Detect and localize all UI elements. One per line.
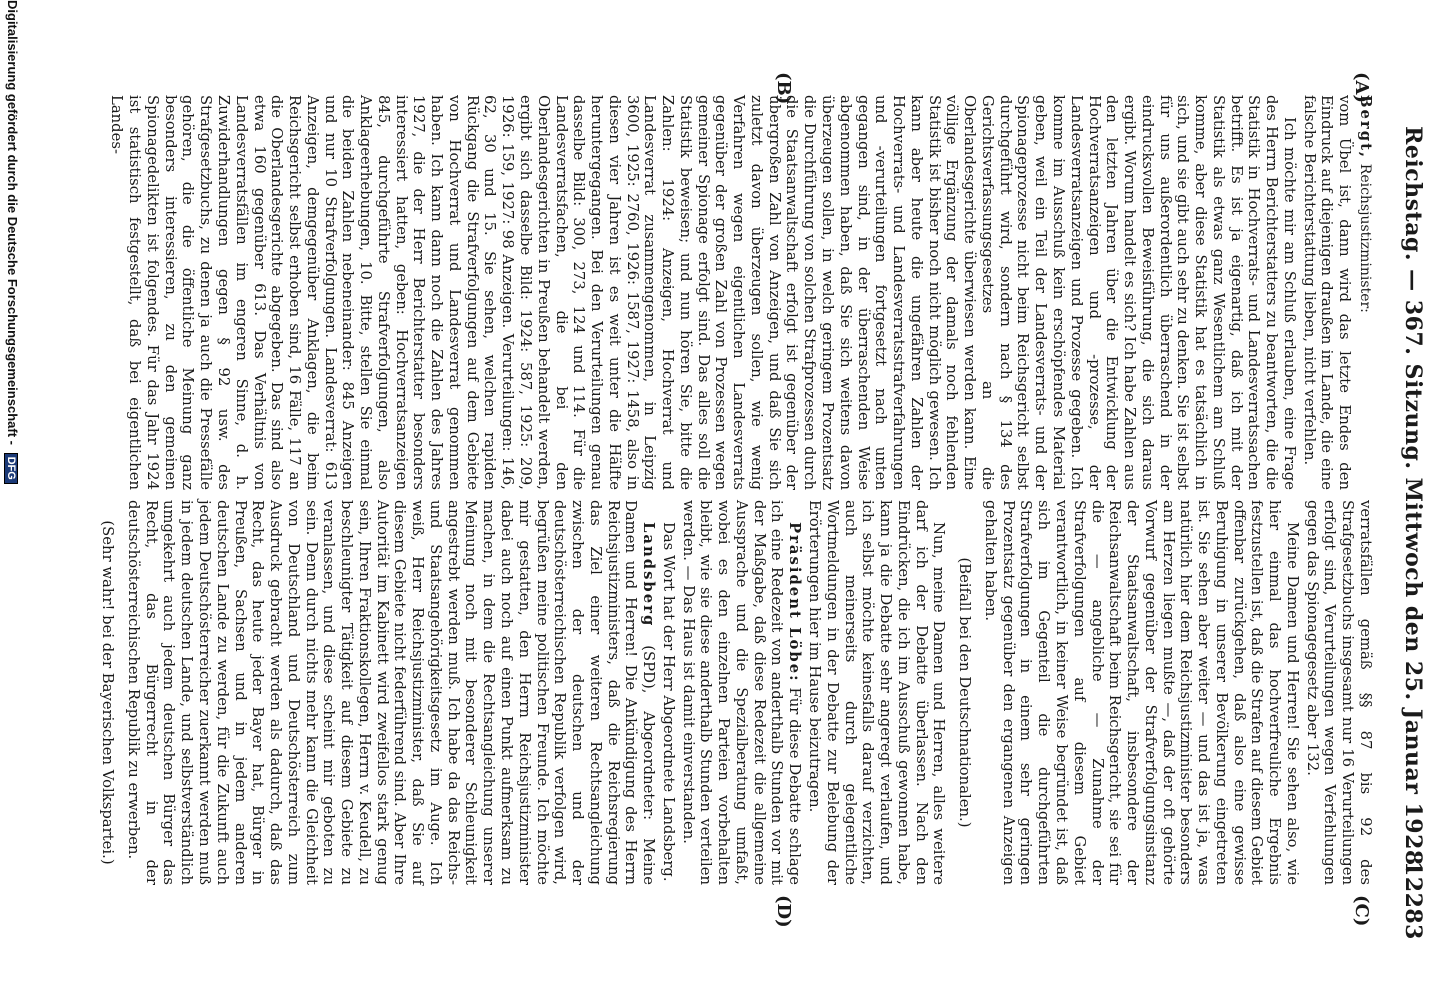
left-paragraph: Ich möchte mir am Schluß erlauben, eine Frage des Herrn Berichterstatters zu beantworten, die die Statistik in Hochverrats- und Landesverratssachen betrifft. Es ist ja eigenartig, daß ich mit der Statistik als etwas ganz Wesentlichem am Schluß komme, aber diese Statistik hat es tatsächlich in sich, und sie gibt auch sehr zu denken. Sie ist selbst für uns außerordentlich überraschend in der eindrucksvollen Beweisführung, die sich daraus ergibt. Worum handelt es sich? Ich habe Zahlen aus den letzten Jahren über die Entwicklung der Hochverratsanzeigen und -prozesse, der Landesverratsanzeigen und Prozesse gegeben. Ich komme im Ausschuß kein erschöpfendes Material geben, weil ein Teil der Landesverrats- und der Spionageprozesse nicht beim Reichsgericht selbst durchgeführt wird, sondern nach § 134 des Gerichtsverfassungsgesetzes an die Oberlandesgerichte überwiesen werden kann. Eine völlige Ergänzung der damals noch fehlenden Statistik ist bisher noch nicht möglich gewesen. Ich kann aber heute die ungefähren Zahlen der Hochverrats- und Landesverratsstrafverfahrungen und -verurteilungen fortgesetzt nach unten gegangen sind, in der überraschenden Weise abgenommen haben, daß Sie sich weitens davon überzeugen sollen, in welch geringem Prozentsatz die Durchführung von solchen Strafprozessen durch die Staatsanwaltschaft erfolgt ist gegenüber der übergroßen Zahl von Anzeigen, und daß Sie sich zuletzt davon überzeugen sollen, wie wenig Verfahren wegen eigentlichen Landesverrats gegenüber der großen Zahl von Prozessen wegen gemeiner Spionage erfolgt sind. Das alles soll die Statistik beweisen; und nun hören Sie, bitte die Zahlen: 1924: Anzeigen, Hochverrat und Landesverrat zusammengenommen, in Leipzig 3600, 1925: 2760, 1926: 1587, 1927: 1458, also in diesen vier Jahren ist es weit unter die Hälfte heruntergegangen. Bei den Verurteilungen genau dasselbe Bild: 300, 273, 124 und 114. Für die Landesverratsfachen, die bei den Oberlandesgerichten in Preußen behandelt werden, ergibt sich dasselbe Bild: 1924: 587, 1925: 209, 1926: 159, 1927: 98 Anzeigen. Verurteilungen: 146, 62, 30 und 15. Sie sehen, welchen rapiden Rückgang die Strafverfolgungen auf dem Gebiete von Hochverrat und Landesverrat genommen haben. Ich kann dann noch die Zahlen des Jahres 1927, die der Herr Berichterstatter besonders interessiert hatten, geben: Hochverratsanzeigen 845, durchgeführte Strafverfolgungen, also Anklageerhebungen, 10. Bitte, stellen Sie einmal die beiden Zahlen nebeneinander: 845 Anzeigen und nur 10 Strafverfolgungen. Landesverrat: 613 Anzeigen, demgegenüber Anklagen, die beim Reichsgericht selbst erhoben sind, 16 Fälle, 117 an die Oberlandesgerichte abgegeben. Das sind also etwa 160 gegenüber 613. Das Verhältnis von Landesverratsfällen im engeren Sinne, d. h. Zuwiderhandlungen gegen § 92 usw. des Strafgesetzbuchs, zu denen ja auch die Pressefälle gehören, die die öffentliche Meinung ganz besonders interessieren, zu den gemeinen Spionagedelikten ist folgendes. Für das Jahr 1924 ist statistisch festgestellt, daß bei eigentlichen Landes-	[108, 95, 1298, 490]
left-intro	[1355, 95, 1374, 490]
speaker2-text: Meine Damen und Herren! Die Ankündigung des Herrn Reichsjustizministers, daß die Reichsregierung das Ziel einer weiteren Rechtsangleichung zwischen der deutschen und der deutschösterreichischen Republik verfolgen wird, begrüßen meine politischen Freunde. Ich möchte mir gestatten, den Herrn Reichsjustizminister dabei auch noch auf einen Punkt aufmerksam zu machen, in dem die Rechtsangleichung unserer Meinung noch mit besonderer Schleunigkeit angestrebt werden muß. Ich habe da das Reichs- und Staatsangehörigkeitsgesetz im Auge. Ich weiß, Herr Reichsjustizminister, daß Sie auf diesem Gebiete nicht federführend sind. Aber Ihre Autorität im Kabinett wird zweifellos stark genug sein, Ihren Fraktionskollegen, Herrn v. Keudell, zu beschleunigter Tätigkeit auf diesem Gebiete zu veranlassen, und diese scheint mir geboten zu sein. Denn durch nichts mehr kann die Gleichheit von Deutschland und Deutschösterreich zum Ausdruck gebracht werden als dadurch, daß das Recht, das heute jeder Bayer hat, Bürger in Preußen, Sachsen und in jedem anderen deutschen Lande zu werden, für die Zukunft auch jedem Deutschösterreicher zuerkannt werden muß in jedem deutschen Lande, und selbstverständlich umgekehrt auch jedem deutschen Bürger das Recht, das Bürgerrecht in der deutschösterreichischen Republik zu erwerben.	[124, 500, 658, 885]
page-number: 12283	[1400, 860, 1426, 940]
right-paragraph: verratsfällen gemäß §§ 87 bis 92 des Strafgesetzbuchs insgesamt nur 16 Verurteilungen erfolgt sind, Verurteilungen wegen Verfehlungen gegen das Spionagegesetz aber 132.	[1303, 500, 1374, 885]
left-paragraph: vom Übel ist, dann wird das letzte Endes den Eindruck auf diejenigen draußen im Lande, die eine falsche Berichterstattung lieben, nicht verfehlen.	[1300, 95, 1354, 490]
page-header	[1386, 60, 1426, 940]
marker-c: (C)	[1351, 895, 1372, 927]
marker-b: (B)	[773, 72, 794, 105]
marker-a: (A)	[1351, 72, 1372, 103]
applause-note: (Sehr wahr! bei der Bayerischen Volkspartei.)	[99, 520, 117, 865]
speaker2-name: Landsberg	[640, 522, 658, 628]
speaker-name: Bergt,	[1357, 95, 1374, 160]
right-column	[90, 500, 1374, 885]
speaker2-party: (SPD), Abgeordneter:	[640, 645, 658, 821]
speaker2-statement	[124, 500, 657, 885]
footer-text: Digitalisierung gefördert durch die Deutsche Forschungsgemeinschaft -	[5, 0, 20, 445]
applause-note: (Beifall bei den Deutschnationalen.)	[956, 557, 974, 828]
president-statement	[679, 500, 803, 885]
dfg-logo: DFG	[4, 453, 18, 484]
right-paragraph: Nun, meine Damen und Herren, alles weitere darf ich der Debatte überlassen. Nach den Eindrücken, die ich im Ausschuß gewonnen habe, kann ja die Debatte sehr angeregt verlaufen, und ich selbst möchte keinesfalls darauf verzichten, auch meinerseits durch gelegentliche Wortmeldungen in der Debatte zur Belebung der Erörterungen hier im Hause beizutragen.	[806, 500, 948, 885]
header-title: Reichstag. — 367. Sitzung. Mittwoch den 25. Januar 1928.	[1400, 126, 1426, 874]
speaker-role: Reichsjustizminister:	[1357, 163, 1373, 313]
right-paragraph: Meine Damen und Herren! Sie sehen also, wie hier einmal das hochverfreuliche Ergebnis festzustellen ist, daß die Strafen auf diesem Gebiet offenbar zurückgehen, daß also eine gewisse Beruhigung in unserer Bevölkerung eingetreten ist. Sie sehen aber weiter — und das ist ja, was natürlich hier dem Reichsjustizminister besonders am Herzen liegen mußte —, daß der oft gehörte Vorwurf gegenüber der Strafverfolgungsinstanz der Staatsanwaltschaft, insbesondere der Reichsanwaltschaft beim Reichsgericht, sie sei für die — angebliche — Zunahme der Strafverfolgungen auf diesem Gebiet verantwortlich, in keiner Weise begründet ist, daß sich im Gegenteil die durchgeführten Strafverfolgungen in einem sehr geringen Prozentsatz gegenüber den ergangenen Anzeigen gehalten haben.	[981, 500, 1301, 885]
floor-given: Das Wort hat der Herr Abgeordnete Landsberg.	[659, 522, 677, 882]
left-column	[106, 95, 1374, 490]
president-text: Für diese Debatte schlage ich eine Redezeit von anderthalb Stunden vor mit der Maßgabe, daß diese Redezeit die allgemeine Aussprache und die Spezialberatung umfaßt, wobei es den einzelnen Parteien vorbehalten bleibt, wie sie diese anderthalb Stunden verteilen werden. — Das Haus ist damit einverstanden.	[679, 500, 804, 885]
president-name: Präsident Löbe:	[786, 522, 804, 683]
footer	[4, 0, 20, 1000]
marker-d: (D)	[773, 895, 794, 928]
